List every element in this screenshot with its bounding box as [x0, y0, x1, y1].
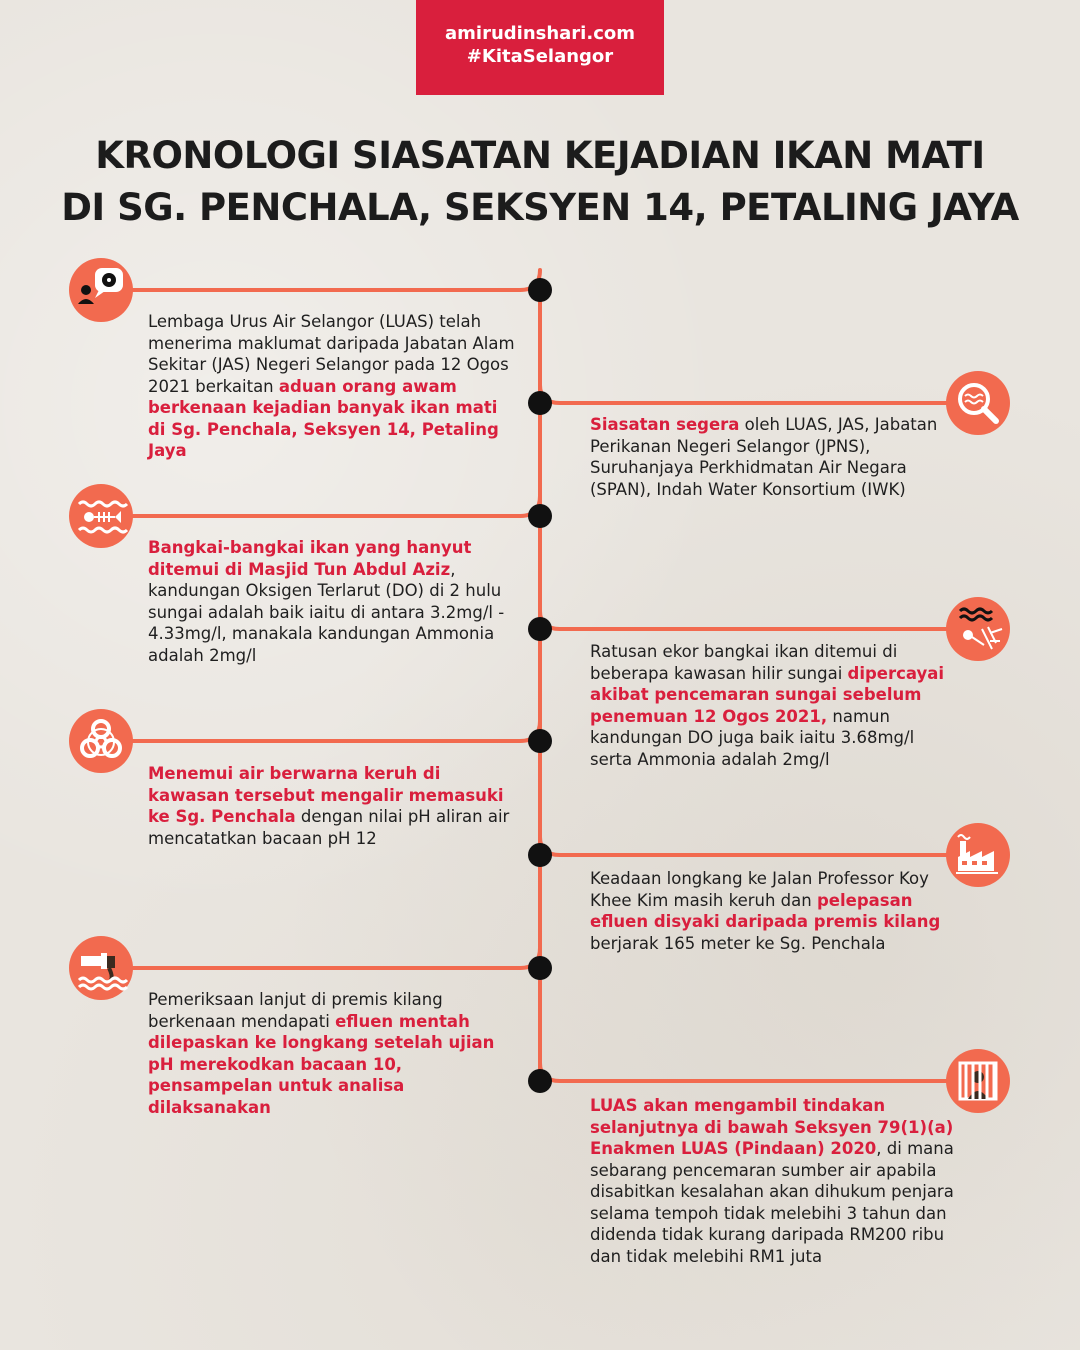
timeline-dot-4: [528, 617, 552, 641]
event-5-text: dengan nilai pH aliran air mencatatkan bacaan pH 12: [148, 807, 510, 848]
event-4-text: Ratusan ekor bangkai ikan ditemui di beberapa kawasan hilir sungai: [590, 642, 898, 683]
event-8-text: , di mana sebarang pencemaran sumber air apabila disabitkan kesalahan akan dihukum penjara selama tempoh tidak melebihi 3 tahun dan didenda tidak kurang daripada RM200 ribu dan tidak melebihi RM1 juta: [590, 1139, 954, 1266]
event-5-highlight: Menemui air berwarna keruh di kawasan tersebut mengalir memasuki ke Sg. Penchala: [148, 764, 504, 826]
event-text-6: [590, 868, 960, 954]
fish-bone-water-icon: [69, 484, 133, 548]
event-6-text: Keadaan longkang ke Jalan Professor Koy Khee Kim masih keruh dan: [590, 869, 929, 910]
timeline-dot-5: [528, 729, 552, 753]
title-line-1: KRONOLOGI SIASATAN KEJADIAN IKAN MATI: [95, 134, 985, 177]
event-1-highlight: aduan orang awam berkenaan kejadian banyak ikan mati di Sg. Penchala, Seksyen 14, Petaling Jaya: [148, 376, 499, 460]
event-text-5: [148, 763, 518, 849]
brand-hashtag[interactable]: #KitaSelangor: [466, 46, 614, 67]
timeline-dot-8: [528, 1069, 552, 1093]
complaint-person-icon: [69, 258, 133, 322]
brand-site[interactable]: amirudinshari.com: [445, 23, 635, 44]
event-3-highlight: Bangkai-bangkai ikan yang hanyut ditemui di Masjid Tun Abdul Aziz: [148, 538, 472, 579]
event-7-highlight: efluen mentah dilepaskan ke longkang setelah ujian pH merekodkan bacaan 10, pensampelan untuk analisa dilaksanakan: [148, 1011, 495, 1117]
event-text-7: [148, 989, 518, 1118]
event-text-4: [590, 641, 960, 770]
event-2-highlight: Siasatan segera: [590, 415, 740, 434]
event-text-3: [148, 537, 518, 666]
event-1-text: Lembaga Urus Air Selangor (LUAS) telah menerima maklumat daripada Jabatan Alam Sekitar (JAS) Negeri Selangor pada 12 Ogos 2021 berkaitan: [148, 312, 515, 396]
biohazard-icon: [69, 709, 133, 773]
event-4-highlight: dipercayai akibat pencemaran sungai sebelum penemuan 12 Ogos 2021,: [590, 663, 945, 726]
title-line-2: DI SG. PENCHALA, SEKSYEN 14, PETALING JAYA: [61, 186, 1019, 229]
timeline-dot-6: [528, 843, 552, 867]
connector-8: [540, 1063, 978, 1081]
event-6-text-post: berjarak 165 meter ke Sg. Penchala: [590, 933, 886, 953]
connector-6: [540, 837, 978, 855]
event-text-8: [590, 1095, 960, 1267]
event-2-text: oleh LUAS, JAS, Jabatan Perikanan Negeri Selangor (JPNS), Suruhanjaya Perkhidmatan Air Negara (SPAN), Indah Water Konsortium (IWK): [590, 415, 938, 499]
timeline-dot-7: [528, 956, 552, 980]
connector-3: [102, 496, 540, 516]
event-8-highlight: LUAS akan mengambil tindakan selanjutnya di bawah Seksyen 79(1)(a) Enakmen LUAS (Pindaan) 2020: [590, 1096, 954, 1158]
connector-1: [102, 270, 540, 290]
event-6-highlight: pelepasan efluen disyaki daripada premis kilang: [590, 890, 941, 931]
timeline-dot-3: [528, 504, 552, 528]
effluent-pipe-icon: [69, 936, 133, 1000]
connector-5: [102, 721, 540, 741]
timeline-dot-2: [528, 391, 552, 415]
event-7-text: Pemeriksaan lanjut di premis kilang berkenaan mendapati: [148, 990, 443, 1031]
event-3-text: , kandungan Oksigen Terlarut (DO) di 2 hulu sungai adalah baik iaitu di antara 3.2mg/l - 4.33mg/l, manakala kandungan Ammonia adalah 2mg/l: [148, 559, 505, 665]
event-text-1: [148, 311, 518, 462]
event-4-text-post: namun kandungan DO juga baik iaitu 3.68mg/l serta Ammonia adalah 2mg/l: [590, 706, 915, 769]
connector-4: [540, 611, 978, 629]
event-text-2: [590, 414, 960, 500]
connector-2: [540, 385, 978, 403]
timeline-dot-1: [528, 278, 552, 302]
connector-7: [102, 948, 540, 968]
